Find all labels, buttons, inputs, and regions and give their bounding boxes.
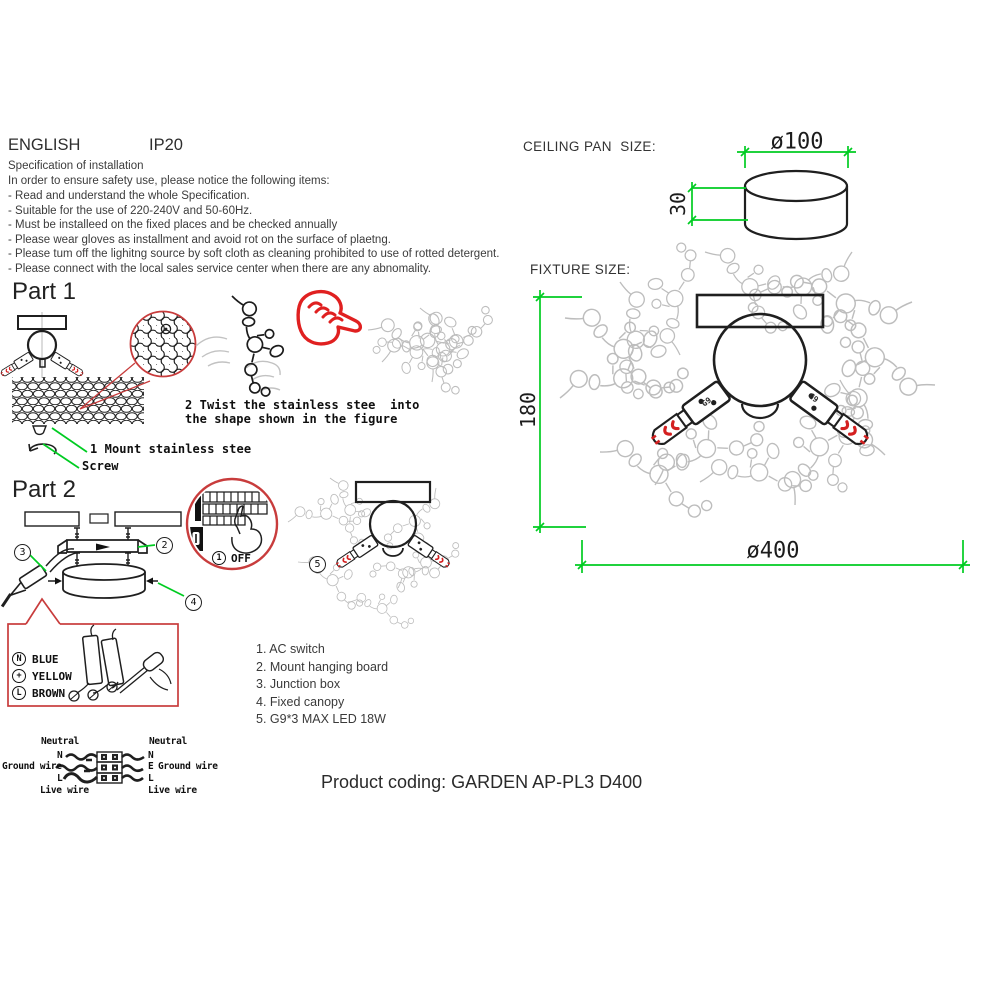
neutral-symbol: N [12,652,26,666]
part2-title: Part 2 [12,476,77,503]
pressing-hand-sketch [232,506,262,553]
spec-item: - Read and understand the whole Specification. [8,190,250,202]
legend-color-label: YELLOW [32,669,72,683]
parts-list-item: 5. G9*3 MAX LED 18W [256,712,386,726]
spec-item: - Must be installeed on the fixed places and be checked annually [8,219,338,231]
part1-title: Part 1 [12,278,77,305]
fixture-size-title: FIXTURE SIZE: [530,262,631,277]
twist-branch-drawing [207,286,299,401]
wiring-right-neutral: Neutral [149,736,187,747]
off-text: OFF [231,551,251,565]
wiring-right-ground: Ground wire [158,761,218,772]
wiring-right-e: E [148,761,154,772]
legend-row-yellow [12,669,72,683]
ip-rating-label: IP20 [149,136,183,154]
lamp-marking-left: G9 [699,395,714,409]
spec-intro: In order to ensure safety use, please notice the following items: [8,175,330,187]
spec-item: - Please connect with the local sales service center when there are any abnomality. [8,262,431,275]
language-label: ENGLISH [8,136,81,154]
ceiling-pan-drawing [745,171,847,239]
wiring-right-live: Live wire [148,785,197,796]
wiring-diagram-drawing [56,752,144,783]
dim-ceiling-height: 30 [665,191,690,217]
dim-ceiling-diameter: ø100 [770,129,824,155]
screw-label: Screw [82,459,119,473]
parts-list-item: 1. AC switch [256,642,325,656]
callout-junction: 3 [14,544,31,561]
part1-leaders [29,426,87,468]
product-coding: Product coding: GARDEN AP-PL3 D400 [321,772,643,792]
wiring-right-l: L [148,773,154,784]
stainless-mesh-drawing [12,377,144,424]
parts-list-item: 4. Fixed canopy [256,694,345,709]
wiring-left-neutral: Neutral [41,736,79,747]
wiring-left-live: Live wire [40,785,89,796]
legend-row-blue [12,652,59,666]
part1-fixture-drawing [0,312,85,378]
wiring-right-n: N [148,750,154,761]
part1-gray-cluster [363,292,498,399]
off-switch-label [212,551,251,565]
spec-title: Specification of installation [8,160,144,172]
wiring-left-ground: Ground wire [2,761,62,772]
junction-plug-drawing [0,549,80,607]
legend-row-brown [12,686,65,700]
spec-item: - Suitable for the use of 220-240V and 50-60Hz. [8,204,253,217]
pointing-hand-icon [298,292,360,344]
dim-fixture-diameter: ø400 [746,538,800,564]
parts-list-item: 2. Mount hanging board [256,659,389,674]
wiring-left-n: N [57,750,63,761]
terminal-drawing [69,625,171,701]
legend-color-label: BROWN [32,686,66,700]
part2-fixture-drawing [284,470,464,630]
terminal-screws [101,754,118,781]
callout-canopy: 4 [185,594,202,611]
ceiling-pan-size-title: CEILING PAN SIZE: [523,139,656,154]
spec-item: - Please wear gloves as installment and avoid rot on the surface of plaetng. [8,233,391,246]
spec-item: - Please tum off the lighitng source by soft cloth as cleaning prohibited to use of rotted detergent. [8,248,500,260]
callout-board: 2 [156,537,173,554]
earth-symbol: + [12,669,26,683]
wiring-left-l: L [57,773,63,784]
live-symbol: L [12,686,26,700]
legend-color-label: BLUE [32,652,59,666]
circled-one: 1 [212,551,226,565]
callout-lamp: 5 [309,556,326,573]
fixture-dimensions [533,290,970,573]
step2-label-line2: the shape shown in the figure [185,412,398,426]
parts-list-item: 3. Junction box [256,677,341,691]
hands-sketch [196,337,280,390]
step2-label-line1: 2 Twist the stainless stee into [185,398,420,412]
dim-fixture-height: 180 [515,391,540,429]
ceiling-pan-dimensions [688,146,856,226]
lamp-marking-right: G9 [806,391,821,405]
step1-label: 1 Mount stainless stee [90,442,252,456]
